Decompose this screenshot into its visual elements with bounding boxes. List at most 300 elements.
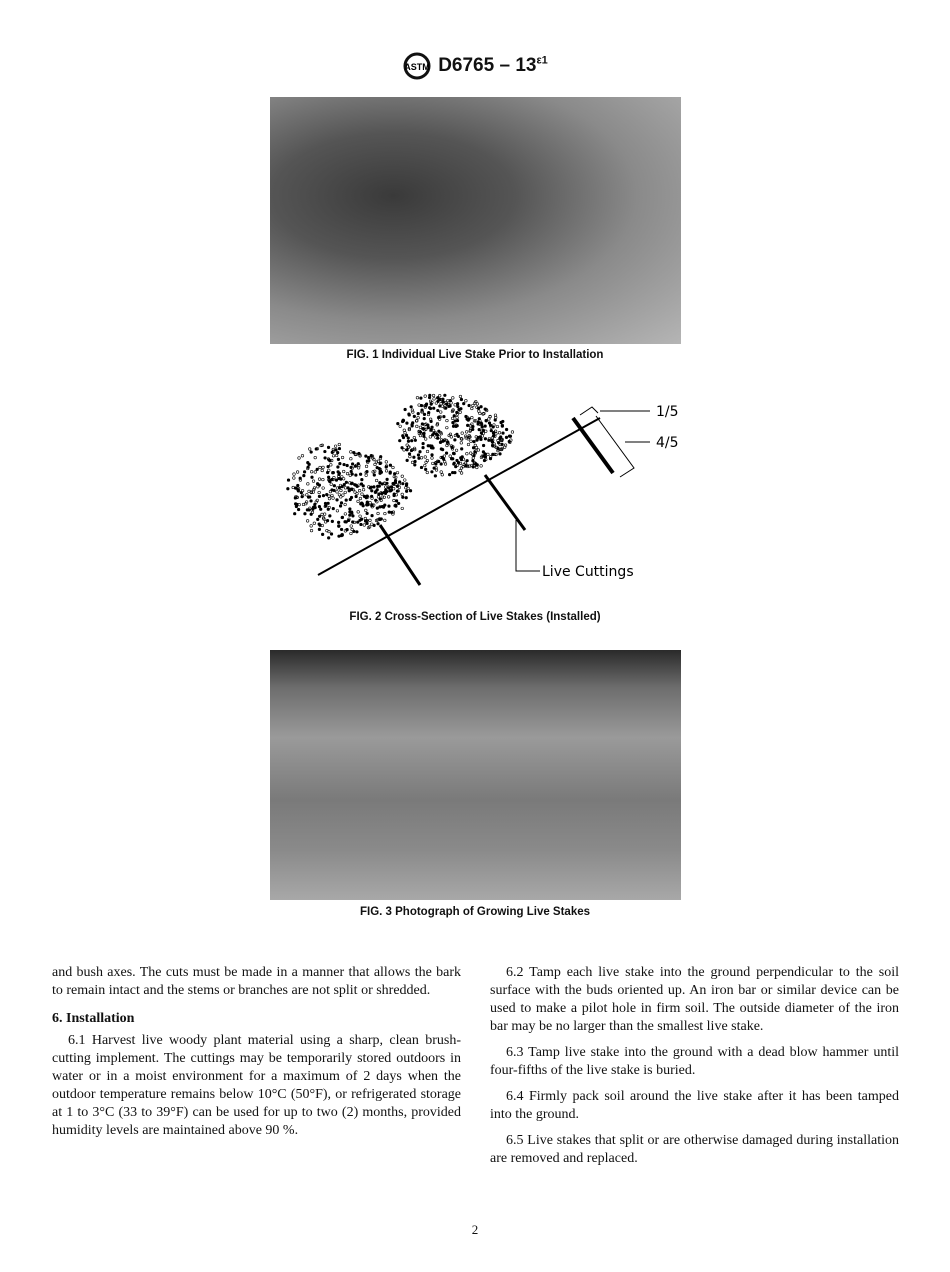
leaf-dot <box>386 478 389 481</box>
leaf-dot <box>345 481 348 484</box>
leaf-dot <box>337 471 340 474</box>
leaf-dot <box>336 451 339 454</box>
leaf-dot <box>338 477 341 480</box>
designation: D6765 – 13 <box>438 55 537 77</box>
leaf-dot <box>332 507 335 510</box>
leaf-dot <box>505 436 508 439</box>
leaf-dot <box>375 479 378 482</box>
leaf-dot <box>350 525 353 528</box>
leaf-dot <box>310 529 313 532</box>
leaf-dot <box>485 419 488 422</box>
leaf-dot <box>413 436 416 439</box>
leaf-dot <box>375 491 378 494</box>
left-column <box>52 964 461 1148</box>
leaf-dot <box>473 440 476 443</box>
leaf-dot <box>430 420 433 423</box>
leaf-dot <box>492 445 495 448</box>
paragraph: 6.4 Firmly pack soil around the live stake after it has been tamped into the ground. <box>490 1089 899 1122</box>
leaf-dot <box>424 468 427 471</box>
figure-2-diagram <box>280 380 700 585</box>
leaf-dot <box>346 464 349 467</box>
leaf-dot <box>404 408 407 411</box>
leaf-dot <box>401 475 404 478</box>
leaf-dot <box>301 454 304 457</box>
leaf-dot <box>419 426 422 429</box>
leaf-dot <box>460 442 463 445</box>
leaf-dot <box>337 466 340 469</box>
leaf-dot <box>351 528 354 531</box>
figure-1-photo <box>270 97 681 344</box>
leaf-dot <box>457 461 460 464</box>
leaf-dot <box>373 524 376 527</box>
leaf-dot <box>376 507 379 510</box>
leaf-dot <box>490 429 493 432</box>
leaf-dot <box>453 414 456 417</box>
leaf-dot <box>472 446 475 449</box>
leaf-dot <box>366 522 369 525</box>
astm-logo-icon <box>402 52 432 80</box>
leaf-dot <box>314 506 317 509</box>
leaf-dot <box>423 413 426 416</box>
leaf-dot <box>297 488 300 491</box>
leaf-dot <box>433 398 436 401</box>
leaf-dot <box>393 494 396 497</box>
leaf-dot <box>378 493 381 496</box>
leaf-dot <box>384 489 387 492</box>
leaf-dot <box>420 456 423 459</box>
leaf-dot <box>480 465 483 468</box>
leaf-dot <box>406 422 409 425</box>
leaf-dot <box>331 520 334 523</box>
leaf-dot <box>377 512 380 515</box>
leaf-dot <box>361 478 364 481</box>
leaf-dot <box>331 451 334 454</box>
leaf-dot <box>327 465 330 468</box>
leaf-dot <box>429 436 432 439</box>
leaf-dot <box>315 448 318 451</box>
leaf-dot <box>409 489 412 492</box>
leaf-dot <box>350 466 353 469</box>
leaf-dot <box>441 405 444 408</box>
leaf-dot <box>366 495 369 498</box>
leaf-dot <box>379 470 382 473</box>
figure-3-caption: FIG. 3 Photograph of Growing Live Stakes <box>359 906 591 918</box>
leaf-dot <box>465 431 468 434</box>
leaf-dot <box>405 496 408 499</box>
leaf-dot <box>330 464 333 467</box>
leaf-dot <box>414 460 417 463</box>
leaf-dot <box>349 498 352 501</box>
leaf-dot <box>484 430 487 433</box>
leaf-dot <box>413 415 416 418</box>
leaf-dot <box>410 406 413 409</box>
leaf-dot <box>424 456 427 459</box>
leaf-dot <box>370 504 373 507</box>
leaf-dot <box>318 505 321 508</box>
leaf-dot <box>483 459 486 462</box>
leaf-dot <box>492 426 495 429</box>
leaf-dot <box>446 419 449 422</box>
leaf-dot <box>342 494 345 497</box>
label-live-cuttings: Live Cuttings <box>542 564 634 580</box>
leaf-dot <box>488 418 491 421</box>
leaf-dot <box>440 463 443 466</box>
leaf-dot <box>332 497 335 500</box>
leaf-dot <box>362 504 365 507</box>
leaf-dot <box>456 405 459 408</box>
leaf-dot <box>480 405 483 408</box>
leaf-dot <box>432 394 435 397</box>
leaf-dot <box>340 528 343 531</box>
leaf-dot <box>478 417 481 420</box>
leaf-dot <box>427 444 430 447</box>
leaf-dot <box>318 484 321 487</box>
leaf-dot <box>366 503 369 506</box>
leaf-dot <box>429 394 432 397</box>
leaf-dot <box>405 434 408 437</box>
leaf-dot <box>472 425 475 428</box>
leaf-dot <box>489 424 492 427</box>
leaf-dot <box>411 461 414 464</box>
leaf-dot <box>312 480 315 483</box>
leaf-dot <box>409 455 412 458</box>
leaf-dot <box>362 488 365 491</box>
leaf-dot <box>310 525 313 528</box>
leaf-dot <box>330 533 333 536</box>
leaf-dot <box>311 476 314 479</box>
leaf-dot <box>387 496 390 499</box>
leaf-dot <box>341 534 344 537</box>
leaf-dot <box>488 439 491 442</box>
leaf-dot <box>357 500 360 503</box>
leaf-dot <box>418 457 421 460</box>
leaf-dot <box>451 471 454 474</box>
leaf-dot <box>344 513 347 516</box>
leaf-dot <box>465 415 468 418</box>
leaf-dot <box>296 484 299 487</box>
leaf-dot <box>327 476 330 479</box>
leaf-dot <box>326 519 329 522</box>
leaf-dot <box>371 514 374 517</box>
leaf-dot <box>443 415 446 418</box>
leaf-dot <box>420 397 423 400</box>
leaf-dot <box>444 394 447 397</box>
leaf-dot <box>314 471 317 474</box>
leaf-dot <box>491 453 494 456</box>
leaf-dot <box>328 480 331 483</box>
leaf-dot <box>296 471 299 474</box>
leaf-dot <box>414 439 417 442</box>
leaf-dot <box>460 398 463 401</box>
leaf-dot <box>448 473 451 476</box>
leaf-dot <box>455 449 458 452</box>
leaf-dot <box>383 519 386 522</box>
leaf-dot <box>472 404 475 407</box>
leaf-dot <box>401 434 404 437</box>
leaf-dot <box>362 485 365 488</box>
leaf-dot <box>318 515 321 518</box>
leaf-dot <box>396 490 399 493</box>
leaf-dot <box>338 525 341 528</box>
leaf-dot <box>440 471 443 474</box>
leaf-dot <box>393 499 396 502</box>
leaf-dot <box>335 479 338 482</box>
leaf-dot <box>336 510 339 513</box>
leaf-dot <box>393 472 396 475</box>
leaf-dot <box>316 468 319 471</box>
leaf-dot <box>313 487 316 490</box>
leaf-dot <box>388 511 391 514</box>
svg-text:ASTM: ASTM <box>404 62 430 72</box>
leaf-dot <box>437 400 440 403</box>
leaf-dot <box>327 446 330 449</box>
leaf-dot <box>392 466 395 469</box>
leaf-dot <box>446 399 449 402</box>
leaf-dot <box>379 481 382 484</box>
leaf-dot <box>484 437 487 440</box>
leaf-dot <box>359 473 362 476</box>
leaf-dot <box>460 448 463 451</box>
leaf-dot <box>394 481 397 484</box>
leaf-dot <box>385 461 388 464</box>
leaf-dot <box>351 463 354 466</box>
leaf-dot <box>347 487 350 490</box>
leaf-dot <box>340 489 343 492</box>
leaf-dot <box>424 395 427 398</box>
leaf-dot <box>348 489 351 492</box>
leaf-dot <box>471 416 474 419</box>
leaf-dot <box>331 489 334 492</box>
leaf-dot <box>424 464 427 467</box>
leaf-dot <box>333 484 336 487</box>
leaf-dot <box>378 485 381 488</box>
leaf-dot <box>471 428 474 431</box>
leaf-dot <box>304 512 307 515</box>
leaf-dot <box>422 427 425 430</box>
leaf-dot <box>363 495 366 498</box>
leaf-dot <box>492 435 495 438</box>
leaf-dot <box>466 452 469 455</box>
leaf-dot <box>341 456 344 459</box>
leaf-dot <box>322 466 325 469</box>
leaf-dot <box>306 461 309 464</box>
leaf-dot <box>427 426 430 429</box>
leaf-dot <box>310 451 313 454</box>
leaf-dot <box>351 512 354 515</box>
leaf-dot <box>396 485 399 488</box>
stake-3 <box>573 418 613 473</box>
leaf-dot <box>340 502 343 505</box>
leaf-dot <box>374 463 377 466</box>
leaf-dot <box>335 454 338 457</box>
leaf-dot <box>331 494 334 497</box>
leaf-dot <box>456 411 459 414</box>
leaf-dot <box>365 509 368 512</box>
leaf-dot <box>377 496 380 499</box>
leaf-dot <box>395 500 398 503</box>
leaf-dot <box>370 486 373 489</box>
leaf-dot <box>460 472 463 475</box>
leaf-dot <box>479 412 482 415</box>
leaf-dot <box>321 533 324 536</box>
leaf-dot <box>359 515 362 518</box>
leaf-dot <box>313 488 316 491</box>
leaf-dot <box>413 464 416 467</box>
leaf-dot <box>419 450 422 453</box>
leaf-dot <box>431 454 434 457</box>
leaf-dot <box>466 459 469 462</box>
leaf-dot <box>367 456 370 459</box>
leaf-dot <box>467 443 470 446</box>
leaf-dot <box>287 487 290 490</box>
leaf-dot <box>327 537 330 540</box>
leaf-dot <box>356 521 359 524</box>
leaf-dot <box>349 508 352 511</box>
leaf-dot <box>328 495 331 498</box>
leaf-dot <box>359 497 362 500</box>
leaf-dot <box>364 517 367 520</box>
leaf-dot <box>396 471 399 474</box>
leaf-dot <box>484 425 487 428</box>
leaf-dot <box>350 451 353 454</box>
leaf-dot <box>403 449 406 452</box>
leaf-dot <box>478 428 481 431</box>
leaf-dot <box>353 451 356 454</box>
leaf-dot <box>322 478 325 481</box>
leaf-dot <box>356 492 359 495</box>
leaf-dot <box>420 466 423 469</box>
leaf-dot <box>379 518 382 521</box>
leaf-dot <box>462 402 465 405</box>
leaf-dot <box>422 442 425 445</box>
leaf-dot <box>436 409 439 412</box>
leaf-dot <box>307 483 310 486</box>
leaf-dot <box>366 512 369 515</box>
leaf-dot <box>494 419 497 422</box>
leaf-dot <box>330 483 333 486</box>
leaf-dot <box>451 446 454 449</box>
leaf-dot <box>472 457 475 460</box>
leaf-dot <box>345 499 348 502</box>
leaf-dot <box>337 458 340 461</box>
leaf-dot <box>487 453 490 456</box>
leaf-dot <box>476 466 479 469</box>
leaf-dot <box>401 493 404 496</box>
leaf-dot <box>293 473 296 476</box>
leaf-dot <box>389 472 392 475</box>
leaf-dot <box>431 457 434 460</box>
leaf-dot <box>505 428 508 431</box>
leaf-dot <box>491 441 494 444</box>
leaf-dot <box>479 436 482 439</box>
leaf-dot <box>459 411 462 414</box>
leaf-dot <box>469 452 472 455</box>
leaf-dot <box>432 429 435 432</box>
leaf-dot <box>322 494 325 497</box>
leaf-dot <box>397 502 400 505</box>
leaf-dot <box>446 426 449 429</box>
leaf-dot <box>303 474 306 477</box>
leaf-dot <box>430 428 433 431</box>
leaf-dot <box>314 503 317 506</box>
leaf-dot <box>316 518 319 521</box>
leaf-dot <box>298 457 301 460</box>
leaf-dot <box>329 515 332 518</box>
leaf-dot <box>339 505 342 508</box>
leaf-dot <box>322 487 325 490</box>
leaf-dot <box>359 519 362 522</box>
leaf-dot <box>310 513 313 516</box>
paragraph: 6.1 Harvest live woody plant material using a sharp, clean brush-cutting implement. The cuttings may be temporarily stored outdoors in water or in a moist environment for a maximum of 2 days when the outdoor temperature remains below 10°C (50°F), or refrigerated storage at 1 to 3°C (33 to 39°F) can be used for up to two (2) months, provided humidity levels are maintained above 90 %. <box>52 1033 461 1138</box>
leaf-dot <box>342 478 345 481</box>
leaf-dot <box>347 519 350 522</box>
leaf-dot <box>324 457 327 460</box>
leaf-dot <box>410 439 413 442</box>
leaf-dot <box>421 409 424 412</box>
leaf-dot <box>343 463 346 466</box>
leaf-dot <box>433 467 436 470</box>
leaf-dot <box>429 407 432 410</box>
leaf-dot <box>327 469 330 472</box>
leaf-dot <box>498 431 501 434</box>
dimension-1-5 <box>580 407 598 415</box>
leaf-dot <box>403 479 406 482</box>
leaf-dot <box>356 531 359 534</box>
leaf-dot <box>359 503 362 506</box>
leaf-dot <box>399 425 402 428</box>
leaf-dot <box>431 462 434 465</box>
label-4-5: 4/5 <box>656 435 679 451</box>
leaf-dot <box>357 511 360 514</box>
paragraph: 6.5 Live stakes that split or are otherwise damaged during installation are removed and replaced. <box>490 1133 899 1166</box>
leaf-dot <box>370 489 373 492</box>
leaf-dot <box>329 490 332 493</box>
leaf-dot <box>410 449 413 452</box>
leaf-dot <box>342 470 345 473</box>
leaf-dot <box>369 501 372 504</box>
leaf-dot <box>339 462 342 465</box>
leaf-dot <box>436 437 439 440</box>
paragraph: 6.3 Tamp live stake into the ground with a dead blow hammer until four-fifths of the live stake is buried. <box>490 1045 899 1078</box>
leaf-dot <box>328 459 331 462</box>
leaf-dot <box>401 507 404 510</box>
leaf-dot <box>398 439 401 442</box>
leaf-dot <box>466 424 469 427</box>
leaf-dot <box>377 522 380 525</box>
leaf-dot <box>321 469 324 472</box>
leaf-dot <box>373 474 376 477</box>
leaf-dot <box>430 446 433 449</box>
leaf-dot <box>384 486 387 489</box>
leaf-dot <box>318 491 321 494</box>
leaf-dot <box>502 432 505 435</box>
leaf-dot <box>432 407 435 410</box>
stake-1 <box>380 525 420 585</box>
leaf-dot <box>338 447 341 450</box>
leaf-dot <box>344 491 347 494</box>
foliage <box>287 394 514 539</box>
leaf-dot <box>460 407 463 410</box>
leaf-dot <box>423 417 426 420</box>
leaf-dot <box>348 514 351 517</box>
leaf-dot <box>323 513 326 516</box>
leaf-dot <box>389 464 392 467</box>
leaf-dot <box>424 438 427 441</box>
leaf-dot <box>397 422 400 425</box>
leaf-dot <box>445 452 448 455</box>
leaf-dot <box>407 437 410 440</box>
leaf-dot <box>350 532 353 535</box>
